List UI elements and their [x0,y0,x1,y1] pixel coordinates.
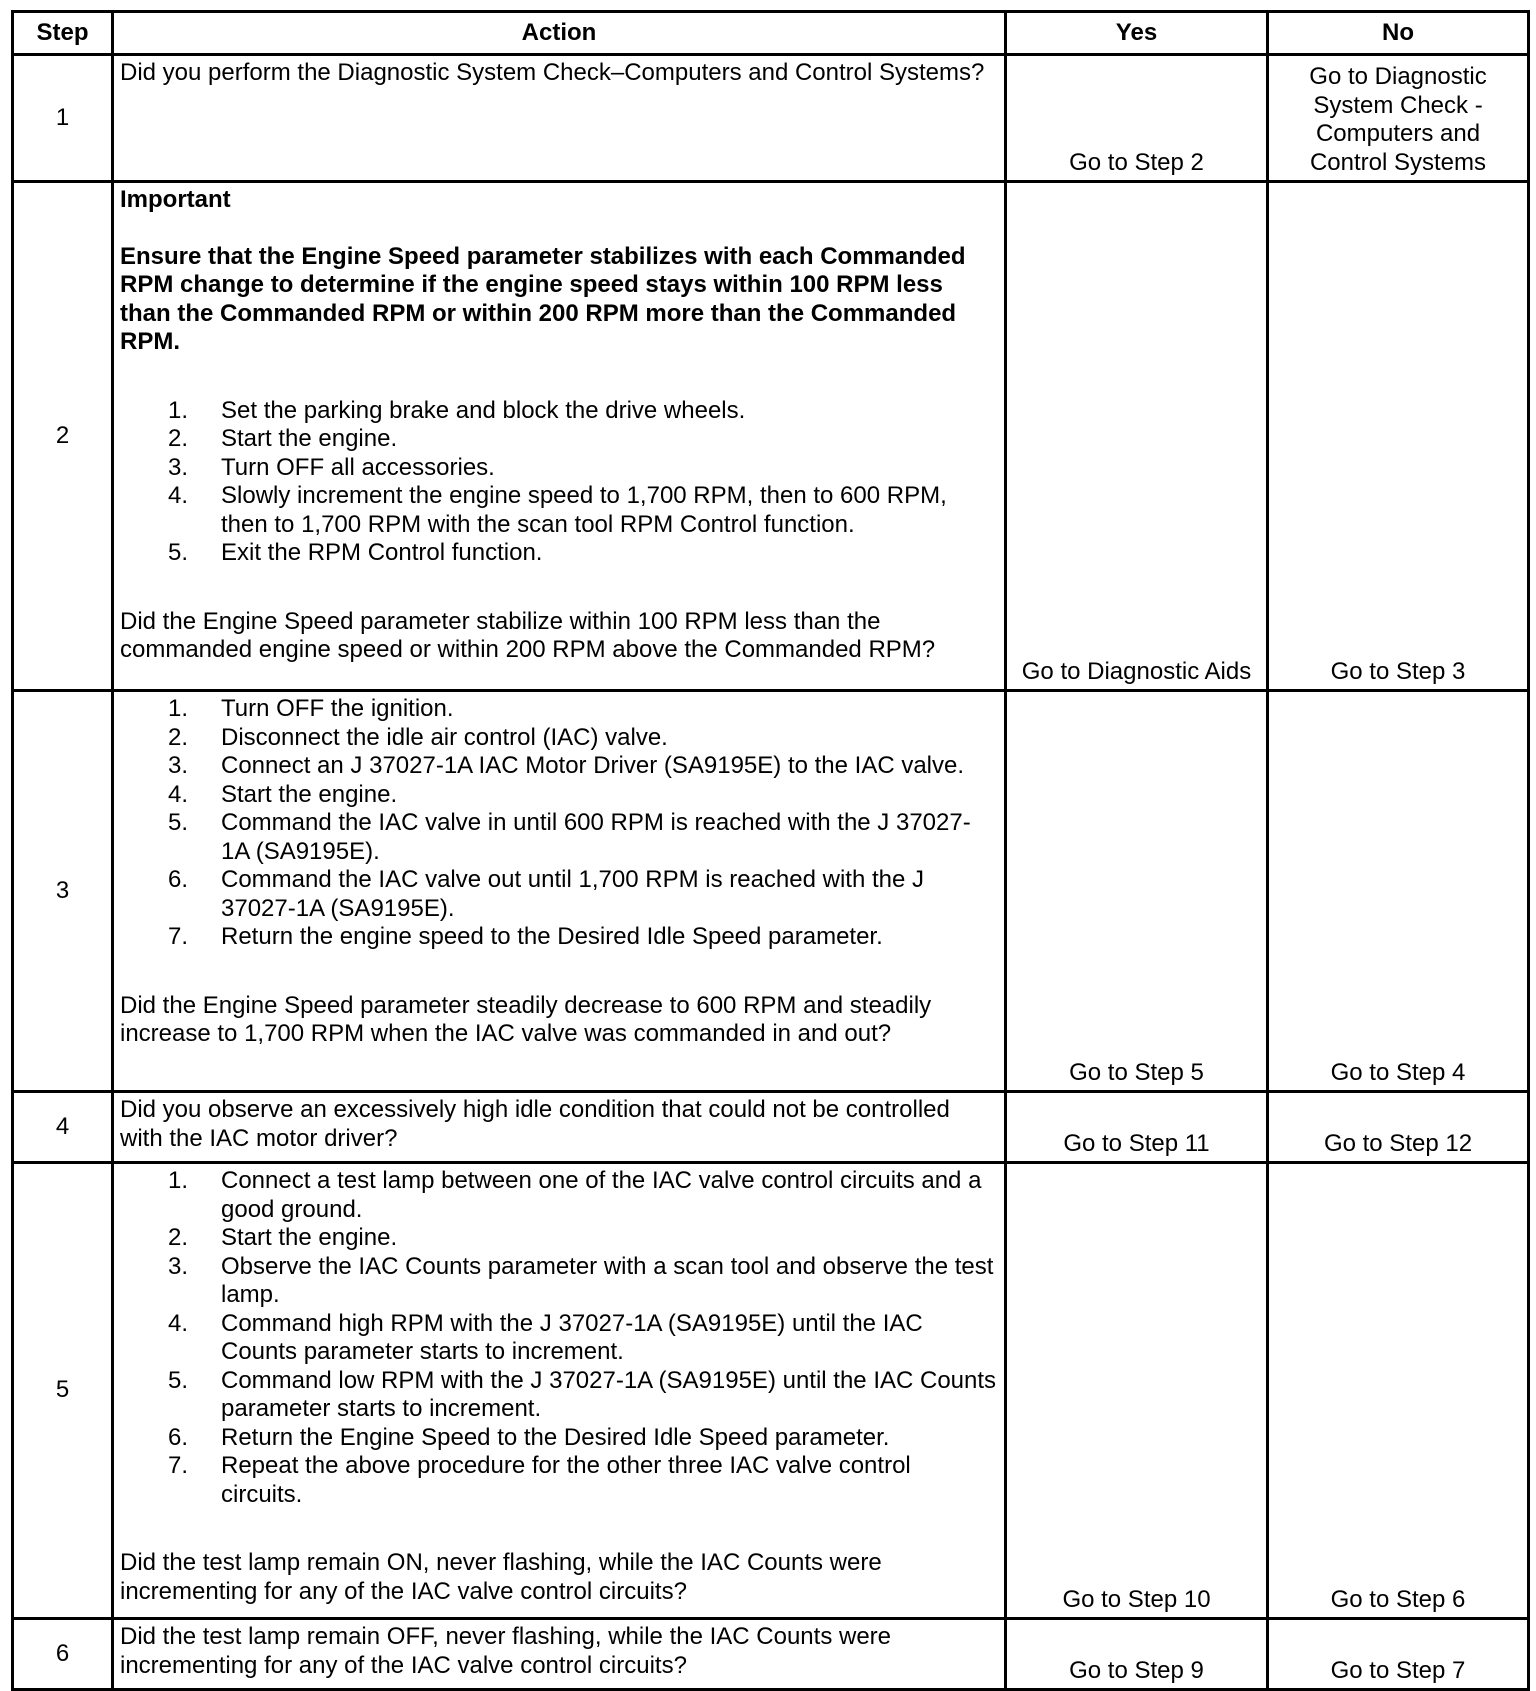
yes-result: Go to Step 11 [1006,1092,1268,1163]
action-cell [113,55,1006,182]
header-action: Action [113,12,1006,55]
action-cell [113,182,1006,691]
header-yes: Yes [1006,12,1268,55]
list-item: 1. Set the parking brake and block the drive wheels. [168,396,746,424]
list-item: 3. Observe the IAC Counts parameter with a scan tool and observe the test lamp. [168,1252,994,1308]
table-row [13,1619,1529,1690]
important-note: Ensure that the Engine Speed parameter stabilizes with each Commanded RPM change to determine if the engine speed stays within 100 RPM less than the Commanded RPM or within 200 RPM more than the Commanded RPM. [120,242,966,355]
list-item: 5. Exit the RPM Control function. [168,539,543,566]
list-item: 3. Connect an J 37027-1A IAC Motor Driver (SA9195E) to the IAC valve. [168,752,965,779]
action-cell [113,1619,1006,1690]
list-item: 1. Connect a test lamp between one of the IAC valve control circuits and a good ground. [168,1167,982,1223]
list-item: 2. Start the engine. [168,1224,398,1251]
action-cell [113,1163,1006,1619]
list-item: 5. Command the IAC valve in until 600 RPM is reached with the J 37027-1A (SA9195E). [168,809,971,865]
list-item: 7. Repeat the above procedure for the other three IAC valve control circuits. [168,1452,911,1508]
table-row [13,1092,1529,1163]
header-no: No [1268,12,1529,55]
list-item: 4. Start the engine. [168,780,398,808]
list-item: 7. Return the engine speed to the Desired Idle Speed parameter. [168,923,883,950]
list-item: 2. Disconnect the idle air control (IAC) valve. [168,723,668,751]
list-item: 3. Turn OFF all accessories. [168,453,495,481]
table-row [13,55,1529,182]
list-item: 4. Command high RPM with the J 37027-1A (SA9195E) until the IAC Counts parameter starts to increment. [168,1309,923,1365]
yes-result: Go to Step 5 [1006,691,1268,1092]
procedure-list [120,695,998,952]
action-cell [113,691,1006,1092]
no-result: Go to Step 4 [1268,691,1529,1092]
yes-result: Go to Step 9 [1006,1619,1268,1690]
step-number: 5 [13,1163,113,1619]
list-item: 4. Slowly increment the engine speed to 1,700 RPM, then to 600 RPM, then to 1,700 RPM with the scan tool RPM Control function. [168,482,947,538]
yes-result: Go to Diagnostic Aids [1006,182,1268,691]
question-text: Did the Engine Speed parameter steadily decrease to 600 RPM and steadily increase to 1,700 RPM when the IAC valve was commanded in and out? [120,991,932,1047]
question-text: Did the Engine Speed parameter stabilize within 100 RPM less than the commanded engine speed or within 200 RPM above the Commanded RPM? [120,607,936,663]
table-row [13,691,1529,1092]
step-number: 4 [13,1092,113,1163]
question-text: Did you perform the Diagnostic System Check–Computers and Control Systems? [120,59,985,86]
procedure-list [120,397,998,568]
list-item: 6. Return the Engine Speed to the Desired Idle Speed parameter. [168,1423,890,1451]
no-result: Go to Step 7 [1268,1619,1529,1690]
list-item: 6. Command the IAC valve out until 1,700 RPM is reached with the J 37027-1A (SA9195E). [168,866,925,922]
list-item: 2. Start the engine. [168,425,398,452]
step-number: 6 [13,1619,113,1690]
diagnostic-table [11,10,1530,1691]
question-text: Did you observe an excessively high idle condition that could not be controlled with the IAC motor driver? [120,1096,950,1152]
yes-result: Go to Step 10 [1006,1163,1268,1619]
table-row [13,182,1529,691]
no-result: Go to Diagnostic System Check - Computers and Control Systems [1268,55,1529,182]
no-result: Go to Step 3 [1268,182,1529,691]
question-text: Did the test lamp remain ON, never flashing, while the IAC Counts were incrementing for any of the IAC valve control circuits? [120,1549,882,1605]
list-item: 1. Turn OFF the ignition. [168,695,454,722]
no-result: Go to Step 12 [1268,1092,1529,1163]
step-number: 2 [13,182,113,691]
step-number: 3 [13,691,113,1092]
step-number: 1 [13,55,113,182]
header-step: Step [13,12,113,55]
action-cell [113,1092,1006,1163]
no-result: Go to Step 6 [1268,1163,1529,1619]
header-row [13,12,1529,55]
important-label: Important [120,186,231,213]
list-item: 5. Command low RPM with the J 37027-1A (SA9195E) until the IAC Counts parameter starts to increment. [168,1366,997,1422]
table-row [13,1163,1529,1619]
question-text: Did the test lamp remain OFF, never flashing, while the IAC Counts were incrementing for any of the IAC valve control circuits? [120,1623,891,1679]
yes-result: Go to Step 2 [1006,55,1268,182]
procedure-list [120,1167,998,1509]
